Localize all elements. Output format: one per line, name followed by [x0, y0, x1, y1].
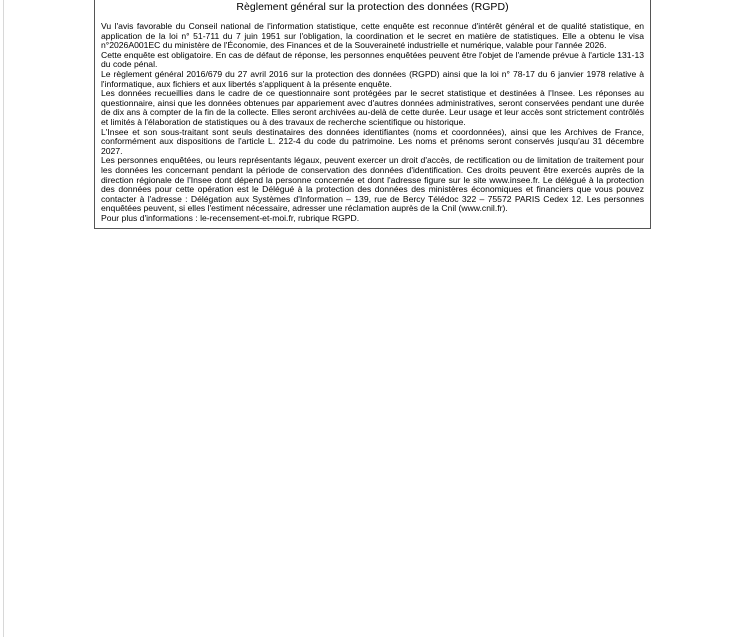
rgpd-paragraph-data-collection: Les données recueillies dans le cadre de ce questionnaire sont protégées par le secret statistique et destinées à l'Insee. Les réponses au questionnaire, ainsi que les données obtenues par appariement avec d'autres données administratives, seront conservées pendant une durée de dix ans à compter de la fin de la collecte. Elles seront archivées au-delà de cette durée. Leur usage et leur accès sont strictement contrôlés et limités à l'élaboration de statistiques ou à des travaux de recherche scientifique ou historique. — [101, 88, 644, 127]
page-left-edge-rule — [3, 0, 4, 637]
rgpd-paragraph-regulation: Le règlement général 2016/679 du 27 avril 2016 sur la protection des données (RGPD) ainsi que la loi n° 78-17 du 6 janvier 1978 relative à l'informatique, aux fichiers et aux libertés s'appliquent à la présente enquête. — [101, 68, 644, 89]
rgpd-paragraph-more-info: Pour plus d'informations : le-recensement-et-moi.fr, rubrique RGPD. — [101, 212, 360, 223]
rgpd-paragraph-rights: Les personnes enquêtées, ou leurs représentants légaux, peuvent exercer un droit d'accès, de rectification ou de limitation de traitement pour les données les concernant pendant la période de conservation des données d'identification. Ces droits peuvent être exercés auprès de la direction régionale de l'Insee dont dépend la personne concernée et dont l'adresse figure sur le site www.insee.fr. Le délégué à la protection des données pour cette opération est le Délégué à la protection des données des ministères économiques et financiers que vous pouvez contacter à l'adresse : Délégation aux Systèmes d'Information – 139, rue de Bercy Télédoc 322 – 75572 PARIS Cedex 12. Les personnes enquêtées peuvent, si elles l'estiment nécessaire, adresser une réclamation auprès de la Cnil (www.cnil.fr). — [101, 155, 644, 214]
rgpd-notice-box — [94, 0, 651, 229]
rgpd-paragraph-visa: Vu l'avis favorable du Conseil national de l'information statistique, cette enquête est reconnue d'intérêt général et de qualité statistique, en application de la loi n° 51-711 du 7 juin 1951 sur l'obligation, la coordination et le secret en matière de statistiques. Elle a obtenu le visa n°2026A001EC du ministère de l'Économie, des Finances et de la Souveraineté industrielle et numérique, valable pour l'année 2026. — [101, 21, 644, 51]
rgpd-paragraph-recipients: L'Insee et son sous-traitant sont seuls destinataires des données identifiantes (noms et coordonnées), ainsi que les Archives de France, conformément aux dispositions de l'article L. 212-4 du code du patrimoine. Les noms et prénoms seront conservés jusqu'au 31 décembre 2027. — [101, 126, 644, 156]
rgpd-paragraph-obligatory: Cette enquête est obligatoire. En cas de défaut de réponse, les personnes enquêtées peuvent être l'objet de l'amende prévue à l'article 131-13 du code pénal. — [101, 49, 644, 70]
rgpd-notice-title: Règlement général sur la protection des données (RGPD) — [236, 1, 509, 13]
